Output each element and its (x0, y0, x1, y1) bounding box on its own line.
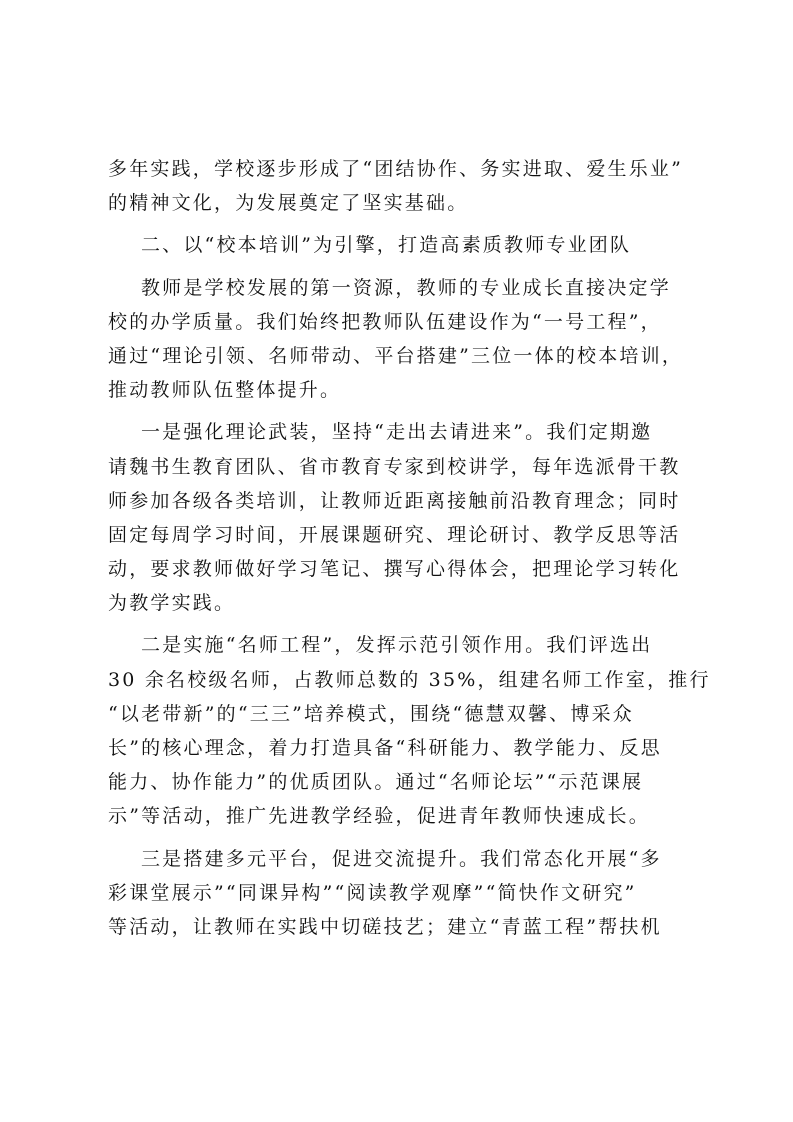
text-line: 的精神文化，为发展奠定了坚实基础。 (108, 192, 469, 215)
text-line: 一是强化理论武装，坚持“走出去请进来”。我们定期邀 (108, 421, 653, 444)
text-line: 等活动，让教师在实践中切磋技艺；建立“青蓝工程”帮扶机 (108, 915, 662, 938)
section-heading: 二、以“校本培训”为引擎，打造高素质教师专业团队 (108, 234, 632, 257)
text-line: 通过“理论引领、名师带动、平台搭建”三位一体的校本培训， (108, 344, 684, 367)
text-line: 教师是学校发展的第一资源，教师的专业成长直接决定学 (108, 276, 671, 299)
text-line: “以老带新”的“三三”培养模式，围绕“德慧双馨、博采众 (108, 702, 634, 725)
text-line: 动，要求教师做好学习笔记、撰写心得体会，把理论学习转化 (108, 558, 681, 581)
text-line: 二是实施“名师工程”，发挥示范引领作用。我们评选出 (108, 634, 653, 657)
text-line: 为教学实践。 (108, 592, 236, 615)
text-line: 示”等活动，推广先进教学经验，促进青年教师快速成长。 (108, 805, 650, 828)
text-line: 三是搭建多元平台，促进交流提升。我们常态化开展“多 (108, 847, 662, 870)
text-line: 固定每周学习时间，开展课题研究、理论研讨、教学反思等活 (108, 523, 681, 546)
text-line: 校的办学质量。我们始终把教师队伍建设作为“一号工程”， (108, 310, 662, 333)
text-line: 师参加各级各类培训，让教师近距离接触前沿教育理念；同时 (108, 489, 681, 512)
text-line: 长”的核心理念，着力打造具备“科研能力、教学能力、反思 (108, 737, 662, 759)
text-line: 30 余名校级名师，占教师总数的 35%，组建名师工作室，推行 (108, 668, 711, 691)
text-line: 能力、协作能力”的优质团队。通过“名师论坛”“示范课展 (108, 771, 644, 794)
text-line: 请魏书生教育团队、省市教育专家到校讲学，每年选派骨干教 (108, 455, 681, 478)
text-line: 多年实践，学校逐步形成了“团结协作、务实进取、爱生乐业” (108, 158, 684, 180)
text-line: 彩课堂展示”“同课异构”“阅读教学观摩”“简快作文研究” (108, 881, 637, 904)
document-body (108, 152, 711, 944)
text-line: 推动教师队伍整体提升。 (108, 379, 342, 402)
